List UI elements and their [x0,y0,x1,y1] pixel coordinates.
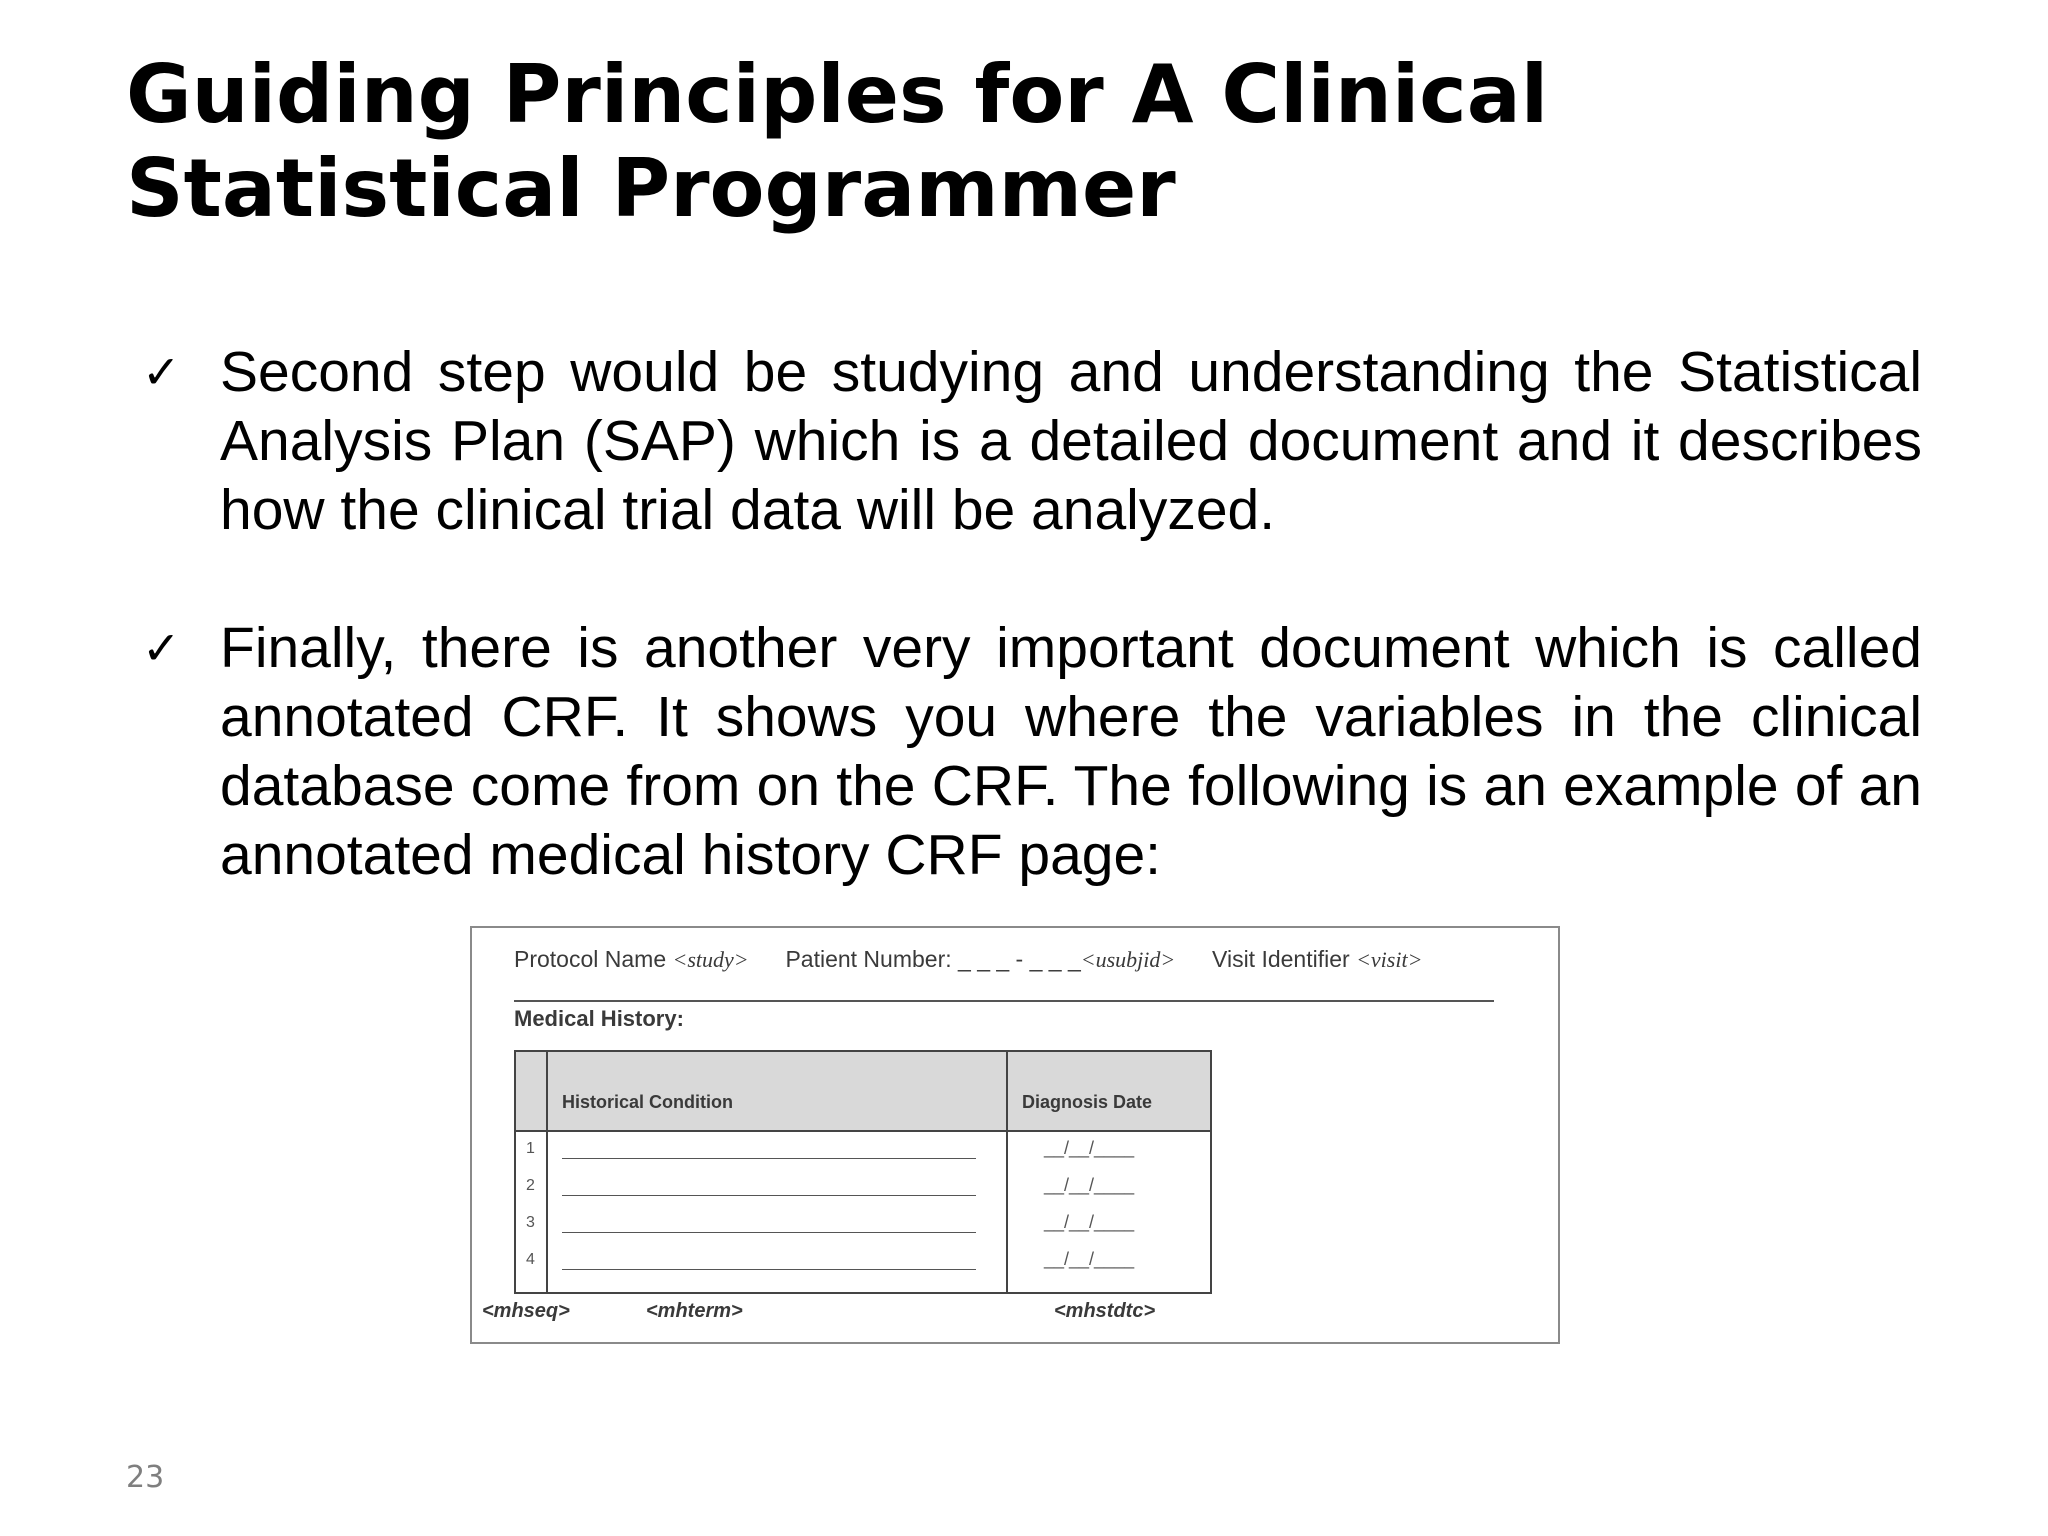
condition-blank-line [562,1232,976,1233]
table-row [516,1171,1210,1208]
slide-title-line-2: Statistical Programmer [126,142,1176,235]
checkmark-icon: ✓ [142,621,181,675]
slide-title [126,48,1926,236]
crf-section-title: Medical History: [514,1006,684,1031]
condition-blank-line [562,1158,976,1159]
annotated-crf-figure [470,926,1560,1344]
bullet-text: Second step would be studying and understanding the Statistical Analysis Plan (SAP) which is a detailed document and it describes how the clinical trial data will be analyzed. [220,340,1922,542]
mhseq-annotation: <mhseq> [482,1300,570,1322]
bullet-text: Finally, there is another very important document which is called annotated CRF. It shows you where the variables in the clinical database come from on the CRF. The following is an example of an annotated medical history CRF page: [220,616,1922,887]
date-blank: __/__/____ [1044,1249,1135,1269]
date-blank: __/__/____ [1044,1138,1135,1158]
table-row [516,1134,1210,1171]
bullet-item [140,614,1922,890]
crf-header-divider [514,1000,1494,1002]
protocol-annotation: <study> [672,947,749,972]
mhstdtc-annotation: <mhstdtc> [1054,1300,1156,1322]
table-row [516,1245,1210,1282]
crf-header [514,946,1422,973]
mhterm-annotation: <mhterm> [646,1300,743,1322]
condition-blank-line [562,1195,976,1196]
date-blank: __/__/____ [1044,1175,1135,1195]
row-number: 2 [526,1177,535,1194]
bullet-item [140,338,1922,545]
condition-blank-line [562,1269,976,1270]
row-number: 3 [526,1214,535,1231]
medical-history-table [514,1050,1212,1294]
protocol-name-label: Protocol Name [514,946,667,972]
visit-identifier-label: Visit Identifier [1212,946,1350,972]
patient-annotation: <usubjid> [1080,947,1176,972]
slide-number: 23 [126,1460,165,1495]
row-number: 1 [526,1140,535,1157]
bullet-list [140,338,1922,959]
checkmark-icon: ✓ [142,345,181,399]
col-header-date: Diagnosis Date [1022,1092,1153,1112]
row-number: 4 [526,1251,535,1268]
table-row [516,1208,1210,1245]
date-blank: __/__/____ [1044,1212,1135,1232]
visit-annotation: <visit> [1356,947,1423,972]
slide-title-line-1: Guiding Principles for A Clinical [126,48,1549,141]
patient-number-label: Patient Number: _ _ _ - _ _ _ [785,946,1081,972]
col-header-condition: Historical Condition [562,1092,733,1112]
